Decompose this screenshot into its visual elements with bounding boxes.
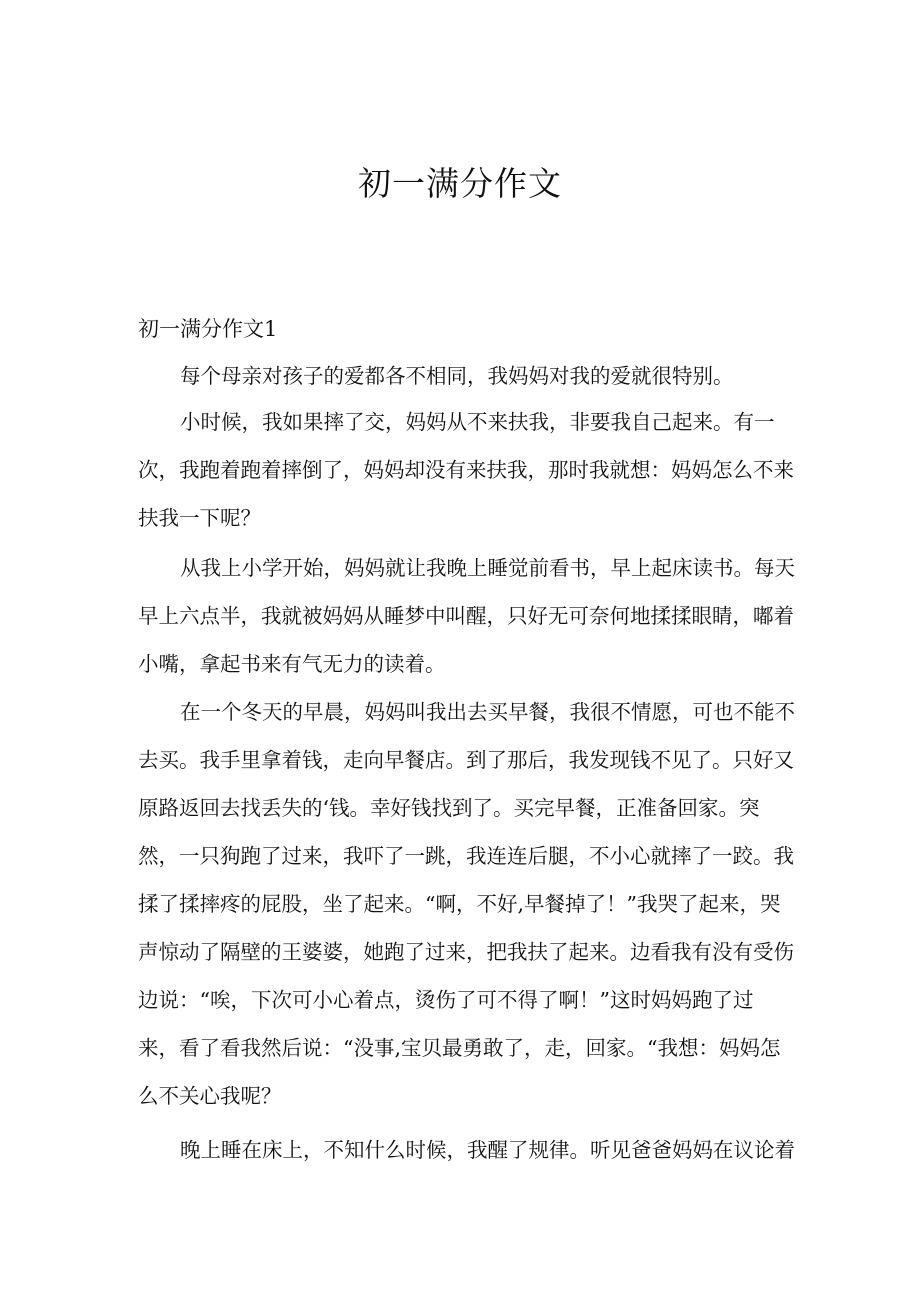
text-line: 么不关心我呢？ bbox=[138, 1084, 282, 1108]
text-line: 去买。我手里拿着钱，走向早餐店。到了那后，我发现钱不见了。只好又 bbox=[138, 748, 794, 772]
paragraph-4 bbox=[138, 688, 795, 1120]
text-line: 扶我一下呢？ bbox=[138, 506, 261, 530]
text-line: 从我上小学开始，妈妈就让我晚上睡觉前看书，早上起床读书。每天 bbox=[180, 556, 795, 580]
text-line: 晚上睡在床上，不知什么时候，我醒了规律。听见爸爸妈妈在议论着 bbox=[180, 1138, 795, 1162]
text-line: 每个母亲对孩子的爱都各不相同，我妈妈对我的爱就很特别。 bbox=[180, 364, 734, 388]
section-heading: 初一满分作文1 bbox=[138, 317, 278, 341]
text-line: 次，我跑着跑着摔倒了，妈妈却没有来扶我，那时我就想：妈妈怎么不来 bbox=[138, 458, 794, 482]
document-title: 初一满分作文 bbox=[358, 164, 562, 203]
paragraph-1 bbox=[138, 352, 792, 400]
text-line: 来，看了看我然后说：“没事,宝贝最勇敢了，走，回家。“我想：妈妈怎 bbox=[138, 1036, 781, 1060]
text-line: 小时候，我如果摔了交，妈妈从不来扶我，非要我自己起来。有一 bbox=[180, 410, 775, 434]
text-line: 原路返回去找丢失的‘钱。幸好钱找到了。买完早餐，正准备回家。突 bbox=[138, 796, 760, 820]
text-line: 在一个冬天的早晨，妈妈叫我出去买早餐，我很不情愿，可也不能不 bbox=[180, 700, 795, 724]
text-line: 小嘴，拿起书来有气无力的读着。 bbox=[138, 652, 446, 676]
paragraph-5 bbox=[138, 1126, 795, 1174]
paragraph-3 bbox=[138, 544, 795, 688]
text-line: 边说：“唉，下次可小心着点，烫伤了可不得了啊！”这时妈妈跑了过 bbox=[138, 988, 754, 1012]
text-line: 揉了揉摔疼的屁股，坐了起来。“啊，不好,早餐掉了！”我哭了起来，哭 bbox=[138, 892, 781, 916]
text-line: 然，一只狗跑了过来，我吓了一跳，我连连后腿，不小心就摔了一跤。我 bbox=[138, 844, 794, 868]
text-line: 早上六点半，我就被妈妈从睡梦中叫醒，只好无可奈何地揉揉眼睛，嘟着 bbox=[138, 604, 794, 628]
text-line: 声惊动了隔壁的王婆婆，她跑了过来，把我扶了起来。边看我有没有受伤 bbox=[138, 940, 794, 964]
paragraph-2 bbox=[138, 398, 792, 542]
